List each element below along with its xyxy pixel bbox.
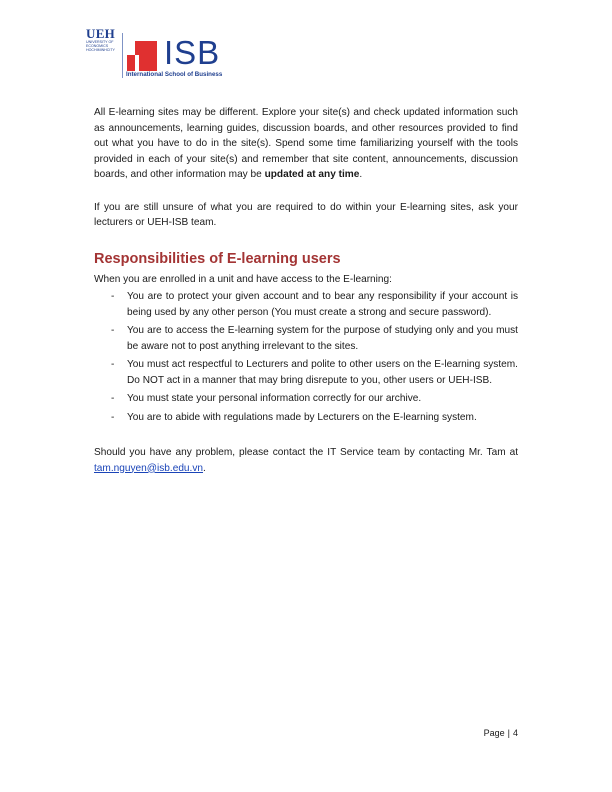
ueh-logo [86,27,122,53]
list-item-text: You must act respectful to Lecturers and polite to other users on the E-learning system. Do NOT act in a manner that may bring disrepute to you, other users or UEH-ISB. [127,359,518,386]
list-item-text: You are to abide with regulations made by Lecturers on the E-learning system. [127,411,477,423]
ueh-subtitle-line-3: HOCHIMINHCITY [86,48,115,53]
page-footer [484,728,518,738]
responsibilities-list [94,289,518,425]
intro-paragraph-text: All E-learning sites may be different. Explore your site(s) and check updated information such as announcements, learning guides, discussion boards, and other resources provided to find out what you have to do in the site(s). Spend some time familiarizing yourself with the tools provided in each of your site(s) and remember that site content, announcements, discussion boards, and other information may be [94,107,518,180]
logo-divider [122,33,123,78]
isb-wordmark: ISB [164,34,221,71]
page-number: 4 [512,728,518,738]
intro-paragraph [94,105,518,183]
list-item-text: You are to access the E-learning system for the purpose of studying only and you must be aware not to post anything irrelevant to the sites. [127,325,518,352]
bullet-dash: - [111,393,115,404]
list-item [94,410,518,426]
intro-paragraph-end: . [359,169,363,180]
contact-email-link[interactable]: tam.nguyen@isb.edu.vn [94,462,204,474]
bullet-dash: - [111,291,115,302]
bullet-dash: - [111,359,115,370]
list-item-text: You are to protect your given account and to bear any responsibility if your account is being used by any other person (You must create a strong and secure password). [127,291,518,318]
list-item [94,289,518,320]
intro-paragraph-bold: updated at any time [264,169,360,180]
bullet-dash: - [111,325,115,336]
page-content [94,105,518,476]
list-item [94,357,518,388]
list-item [94,391,518,407]
ueh-subtitle-line-1: UNIVERSITY OF [86,40,114,44]
contact-paragraph [94,445,518,476]
list-item-text: You must state your personal information correctly for our archive. [127,393,422,404]
contact-end: . [203,462,206,474]
section-intro: When you are enrolled in a unit and have access to the E-learning: [94,273,392,285]
section-heading: Responsibilities of E-learning users [94,250,341,267]
ueh-subtitle-line-2: ECONOMICS [86,44,109,49]
isb-subtitle: International School of Business [126,71,223,78]
page-label: Page [483,728,505,738]
unsure-paragraph: If you are still unsure of what you are required to do within your E-learning sites, ask your lecturers or UEH-ISB team. [94,201,518,228]
footer-separator: | [507,728,510,738]
bullet-dash: - [111,411,115,423]
list-item [94,323,518,354]
isb-logo-icon [127,41,157,71]
contact-text: Should you have any problem, please contact the IT Service team by contacting Mr. Tam at [94,447,518,458]
header-logo [86,27,236,81]
ueh-wordmark: UEH [86,26,116,41]
